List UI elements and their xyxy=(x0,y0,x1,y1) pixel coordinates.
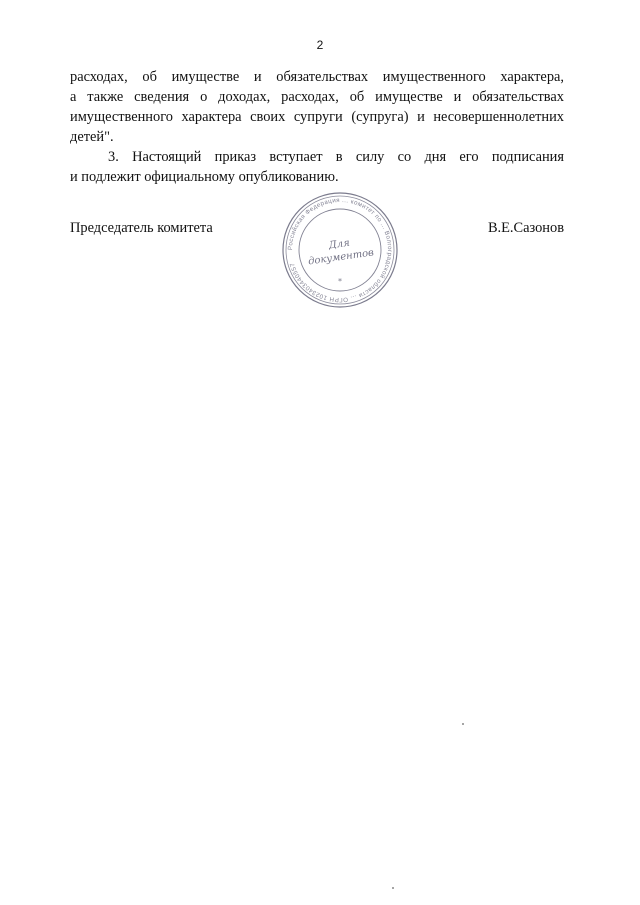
official-seal-stamp xyxy=(280,190,400,310)
page-number: 2 xyxy=(316,38,324,52)
seal-star-icon: * xyxy=(338,277,342,286)
seal-graphic xyxy=(280,190,400,310)
signatory-name: В.Е.Сазонов xyxy=(487,220,564,236)
paragraph-continuation-line-4: детей". xyxy=(70,129,114,145)
document-body xyxy=(70,67,564,187)
scan-speck-1 xyxy=(462,723,464,725)
paragraph-continuation-line-2: а также сведения о доходах, расходах, об имуществе и обязательствах xyxy=(70,89,564,105)
scan-speck-2 xyxy=(392,887,394,889)
paragraph-continuation-line-1: расходах, об имуществе и обязательствах имущественного характера, xyxy=(70,69,564,85)
seal-center-line-1: Для xyxy=(328,237,351,252)
paragraph-continuation-line-3: имущественного характера своих супруги (супруга) и несовершеннолетних xyxy=(70,109,564,125)
paragraph-3-line-2: и подлежит официальному опубликованию. xyxy=(70,169,339,185)
seal-outer-text: Российская Федерация ... комитет по ... Волгоградской области ... ОГРН 1023403440557 xyxy=(286,196,394,304)
seal-center-line-2: документов xyxy=(307,247,375,268)
signatory-title: Председатель комитета xyxy=(70,220,213,236)
paragraph-3-line-1: 3. Настоящий приказ вступает в силу со дня его подписания xyxy=(108,149,564,165)
